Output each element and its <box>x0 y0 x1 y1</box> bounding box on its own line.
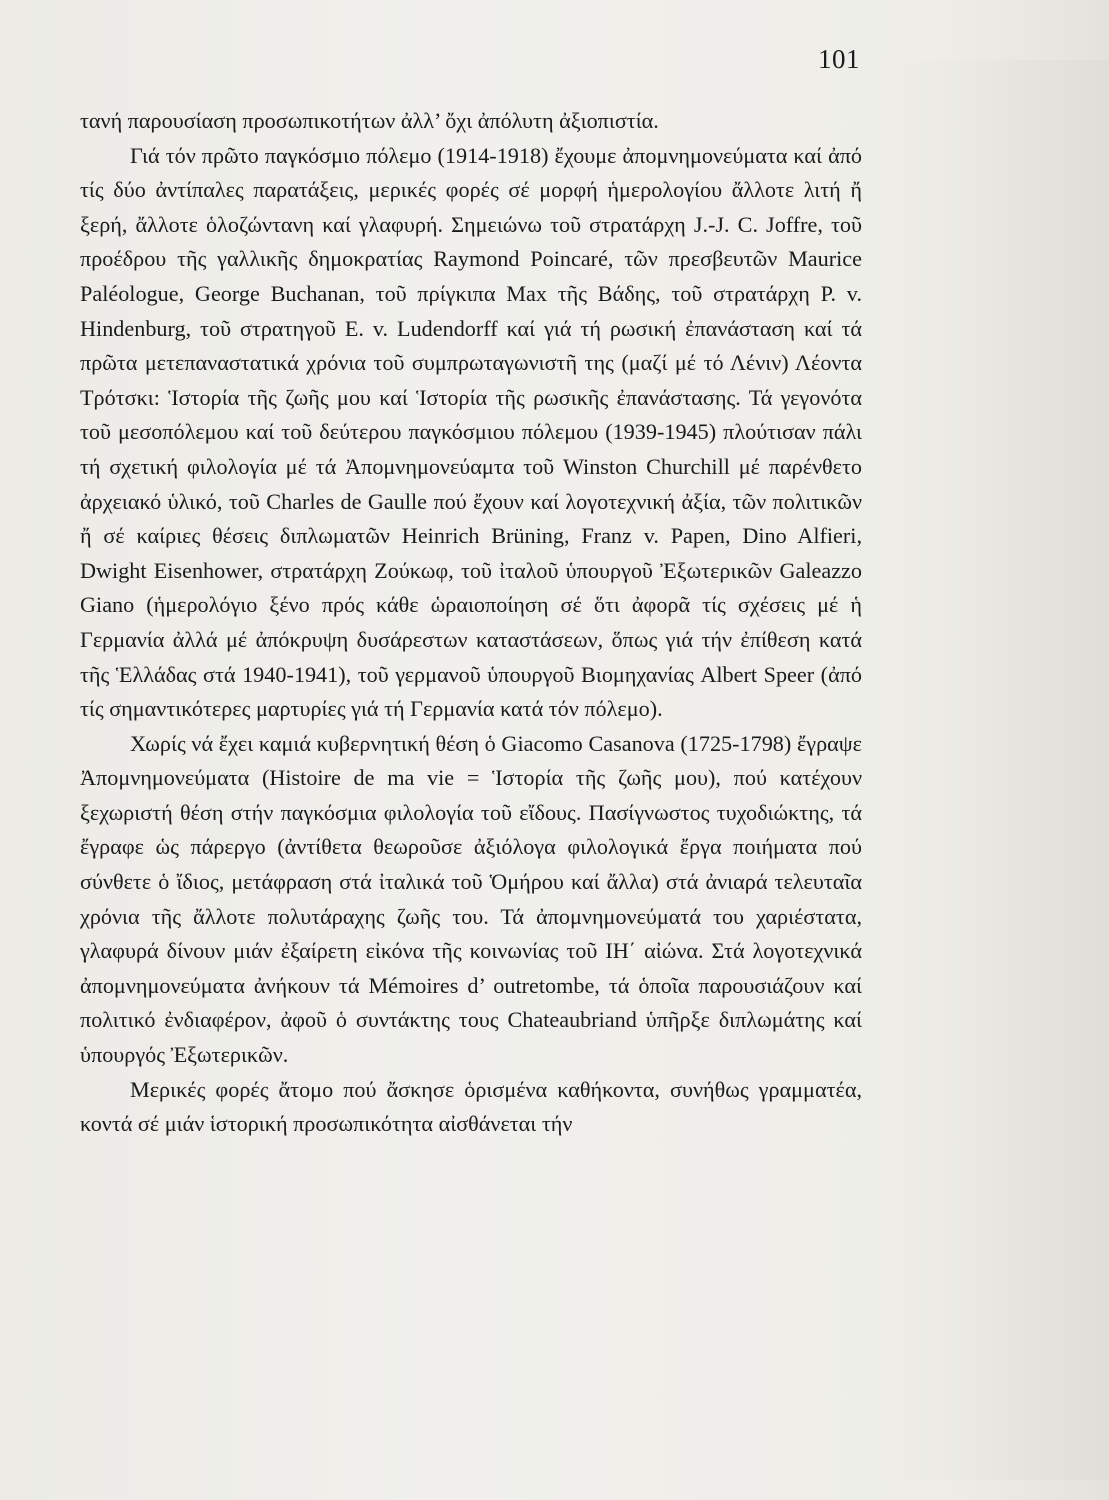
paragraph-first-world-war: Γιά τόν πρῶτο παγκόσμιο πόλεμο (1914-1918) ἔχουμε ἀπομνημονεύματα καί ἀπό τίς δύο ἀντίπαλες παρατάξεις, μερικές φορές σέ μορφή ἡμερολογίου ἄλλοτε λιτή ἤ ξερή, ἄλλοτε ὁλοζώντανη καί γλαφυρή. Σημειώνω τοῦ στρατάρχη J.-J. C. Joffre, τοῦ προέδρου τῆς γαλλικῆς δημοκρατίας Raymond Poincaré, τῶν πρεσβευτῶν Maurice Paléologue, George Buchanan, τοῦ πρίγκιπα Max τῆς Βάδης, τοῦ στρατάρχη P. v. Hindenburg, τοῦ στρατηγοῦ E. v. Ludendorff καί γιά τή ρωσική ἐπανάσταση καί τά πρῶτα μετεπαναστατικά χρόνια τοῦ συμπρωταγωνιστῆ της (μαζί μέ τό Λένιν) Λέοντα Τρότσκι: Ἱστορία τῆς ζωῆς μου καί Ἱστορία τῆς ρωσικῆς ἐπανάστασης. Τά γεγονότα τοῦ μεσοπόλεμου καί τοῦ δεύτερου παγκόσμιου πόλεμου (1939-1945) πλούτισαν πάλι τή σχετική φιλολογία μέ τά Ἀπομνημονεύαμτα τοῦ Winston Churchill μέ παρένθετο ἀρχειακό ὑλικό, τοῦ Charles de Gaulle πού ἔχουν καί λογοτεχνική ἀξία, τῶν πολιτικῶν ἤ σέ καίριες θέσεις διπλωματῶν Heinrich Brüning, Franz v. Papen, Dino Alfieri, Dwight Eisenhower, στρατάρχη Ζούκωφ, τοῦ ἰταλοῦ ὑπουργοῦ Ἐξωτερικῶν Galeazzo Giano (ἡμερολόγιο ξένο πρός κάθε ὡραιοποίηση σέ ὅτι ἀφορᾶ τίς σχέσεις μέ ἡ Γερμανία ἀλλά μέ ἀπόκρυψη δυσάρεστων καταστάσεων, ὅπως γιά τήν ἐπίθεση κατά τῆς Ἑλλάδας στά 1940-1941), τοῦ γερμανοῦ ὑπουργοῦ Βιομηχανίας Albert Speer (ἀπό τίς σημαντικότερες μαρτυρίες γιά τή Γερμανία κατά τόν πόλεμο). <box>80 142 862 722</box>
page-number: 101 <box>818 44 860 74</box>
paragraph-casanova: Χωρίς νά ἔχει καμιά κυβερνητική θέση ὁ Giacomo Casanova (1725-1798) ἔγραψε Ἀπομνημονεύματα (Histoire de ma vie = Ἱστορία τῆς ζωῆς μου), πού κατέχουν ξεχωριστή θέση στήν παγκόσμια φιλολογία τοῦ εἴδους. Πασίγνωστος τυχοδιώκτης, τά ἔγραφε ὡς πάρεργο (ἀντίθετα θεωροῦσε ἀξιόλογα φιλολογικά ἔργα ποιήματα πού σύνθετε ὁ ἴδιος, μετάφραση στά ἰταλικά τοῦ Ὁμήρου καί ἄλλα) στά ἀνιαρά τελευταῖα χρόνια τῆς ἄλλοτε πολυτάραχης ζωῆς του. Τά ἀπομνημονεύματά του χαριέστατα, γλαφυρά δίνουν μιάν ἐξαίρετη εἰκόνα τῆς κοινωνίας τοῦ ΙΗ΄ αἰώνα. Στά λογοτεχνικά ἀπομνημονεύματα ἀνήκουν τά Mémoires d’ outretombe, τά ὁποῖα παρουσιάζουν καί πολιτικό ἐνδιαφέρον, ἀφοῦ ὁ συντάκτης τους Chateaubriand ὑπῆρξε διπλωμάτης καί ὑπουργός Ἐξωτερικῶν. <box>80 730 862 1068</box>
body-text <box>80 104 862 1142</box>
page-edge-shadow <box>875 60 1109 1480</box>
paragraph-continuation: τανή παρουσίαση προσωπικοτήτων ἀλλ’ ὄχι ἀπόλυτη ἀξιοπιστία. <box>80 108 659 133</box>
paragraph-secretaries: Μερικές φορές ἄτομο πού ἄσκησε ὁρισμένα καθήκοντα, συνήθως γραμματέα, κοντά σέ μιάν ἱστορική προσωπικότητα αἰσθάνεται τήν <box>80 1076 862 1137</box>
